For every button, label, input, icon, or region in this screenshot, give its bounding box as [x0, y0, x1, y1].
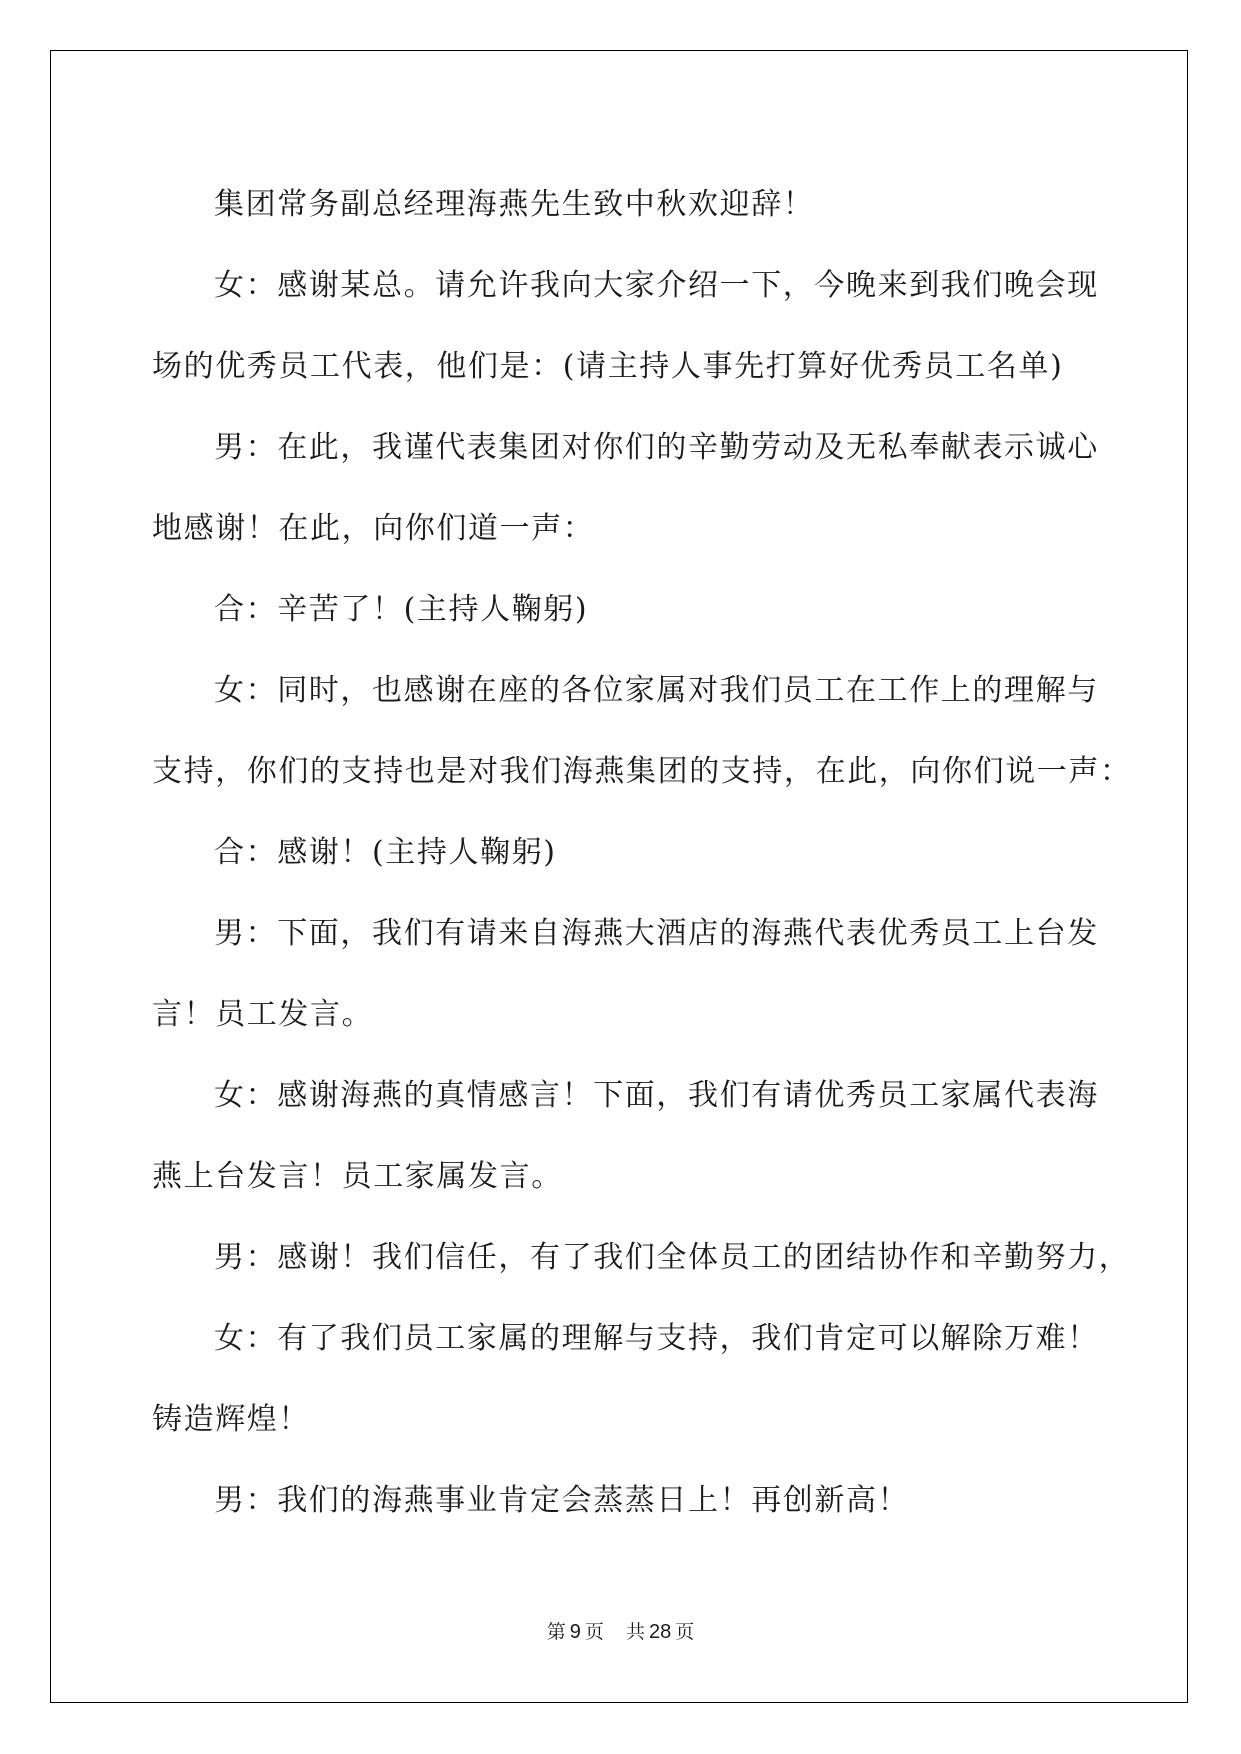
paragraph-line: 男：在此，我谨代表集团对你们的辛勤劳动及无私奉献表示诚心: [214, 430, 1099, 465]
paragraph-line: 燕上台发言！员工家属发言。: [152, 1159, 563, 1194]
page-footer: [0, 1617, 1241, 1644]
page-prefix: 第: [546, 1621, 566, 1643]
paragraph-line: 女：有了我们员工家属的理解与支持，我们肯定可以解除万难！: [214, 1321, 1099, 1356]
paragraph-line: 集团常务副总经理海燕先生致中秋欢迎辞！: [214, 187, 815, 222]
page-suffix: 页: [584, 1621, 604, 1643]
paragraph-line: 支持，你们的支持也是对我们海燕集团的支持，在此，向你们说一声：: [152, 754, 1132, 789]
paragraph-line: 场的优秀员工代表，他们是：(请主持人事先打算好优秀员工名单): [152, 349, 1064, 384]
paragraph-line: 言！员工发言。: [152, 997, 374, 1032]
paragraph-line: 男：我们的海燕事业肯定会蒸蒸日上！再创新高！: [214, 1483, 910, 1518]
page-number: 9: [569, 1621, 581, 1643]
paragraph-line: 合：感谢！(主持人鞠躬): [214, 835, 557, 870]
total-prefix: 共: [625, 1621, 645, 1643]
document-body: [152, 164, 1132, 1541]
total-pages: 28: [648, 1621, 672, 1643]
paragraph-line: 女：感谢海燕的真情感言！下面，我们有请优秀员工家属代表海: [214, 1078, 1099, 1113]
paragraph-line: 女：同时，也感谢在座的各位家属对我们员工在工作上的理解与: [214, 673, 1099, 708]
paragraph-line: 男：感谢！我们信任，有了我们全体员工的团结协作和辛勤努力，: [214, 1240, 1131, 1275]
paragraph-line: 合：辛苦了！(主持人鞠躬): [214, 592, 589, 627]
paragraph-line: 男：下面，我们有请来自海燕大酒店的海燕代表优秀员工上台发: [214, 916, 1099, 951]
total-suffix: 页: [675, 1621, 695, 1643]
paragraph-line: 女：感谢某总。请允许我向大家介绍一下，今晚来到我们晚会现: [214, 268, 1099, 303]
paragraph-line: 地感谢！在此，向你们道一声：: [152, 511, 595, 546]
paragraph-line: 铸造辉煌！: [152, 1402, 310, 1437]
